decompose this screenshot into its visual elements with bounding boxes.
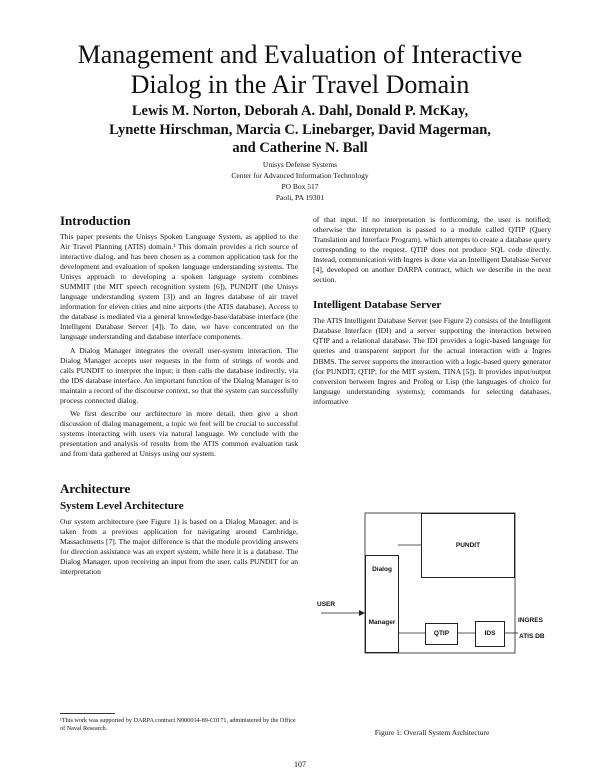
- right-column: [313, 215, 551, 410]
- affiliation: [150, 159, 450, 203]
- affil-line-1: Unisys Defense Systems: [262, 160, 338, 169]
- subsection-heading-system-level: System Level Architecture: [60, 500, 184, 513]
- intro-paragraph-1: This paper presents the Unisys Spoken Language System, as applied to the Air Travel Planning (ATIS) domain.¹ This domain provides a rich source of interactive dialog, and has been chosen as a common application task for the development and evaluation of spoken language understanding systems. The Unisys approach to developing a spoken language system combines SUMMIT (the MIT speech recognition system [6]), PUNDIT (the Unisys language understanding system [3]) and an Ingres database of air travel information for eleven cities and nine airports (the ATIS database). Access to the database is mediated via a general knowledge-base/database interface (the Intelligent Database Server [4]). To date, we have concentrated on the language understanding and database interface components.: [60, 232, 298, 342]
- affil-line-2: Center for Advanced Information Technology: [231, 171, 369, 180]
- ids-paragraph-1: The ATIS Intelligent Database Server (see Figure 2) consists of the Intelligent Database Interface (IDI) and a server supporting the interaction between QTIP and a relational database. The IDI provides a logic-based language for queries and transparent support for the actual interaction with a Ingres DBMS. The server supports the interaction with a logic-based query generator (for PUNDIT, QTIP; for the MIT system, TINA [5]). It provides input/output conversion between Ingres and Prolog or Lisp (the languages of choice for language understanding systems); commands for selecting databases, informative: [313, 316, 551, 406]
- pundit-box: [421, 513, 515, 578]
- user-label: USER: [317, 601, 336, 608]
- footnote: ¹This work was supported by DARPA contract N000014-89-C0171, administered by the Office of Naval Research.: [60, 717, 296, 732]
- right-paragraph-1: of that input. If no interpretation is forthcoming, the user is notified; otherwise the interpretation is passed to a module called QTIP (Query Translation and Interface Program), which attempts to create a database query corresponding to the request. QTIP does not produce SQL code directly. Instead, communication with Ingres is done via an Intelligent Database Server [4], developed on another DARPA contract, which we describe in the next section.: [313, 215, 551, 285]
- architecture-paragraph-1: Our system architecture (see Figure 1) is based on a Dialog Manager, and is taken from a previous application for navigating around Cambridge, Massachusetts [7]. The major difference is that the module providing answers for direction assistance was an expert system, while here it is a database. The Dialog Manager, upon receiving an input from the user, calls PUNDIT for an interpretation: [60, 517, 298, 577]
- figure-1-architecture-diagram: [313, 505, 553, 720]
- subsection-heading-ids: Intelligent Database Server: [313, 299, 442, 312]
- ids-box: [475, 621, 505, 647]
- qtip-label: QTIP: [433, 630, 450, 637]
- page-number: 107: [294, 760, 306, 769]
- author-list: [40, 102, 560, 158]
- section-heading-introduction: Introduction: [60, 213, 131, 228]
- manager-label: Manager: [368, 619, 396, 626]
- ingres-label: INGRES: [518, 617, 543, 624]
- section-heading-architecture: Architecture: [60, 481, 131, 497]
- authors-line-3: and Catherine N. Ball: [232, 140, 368, 156]
- footnote-rule: [60, 713, 115, 714]
- figure-1-caption: Figure 1: Overall System Architecture: [374, 728, 490, 737]
- dialog-manager-box: [365, 555, 399, 653]
- paper-title: [40, 40, 560, 100]
- left-column: [60, 213, 298, 580]
- authors-line-1: Lewis M. Norton, Deborah A. Dahl, Donald P. McKay,: [131, 103, 469, 119]
- authors-line-2: Lynette Hirschman, Marcia C. Linebarger, David Magerman,: [109, 121, 491, 138]
- pundit-label: PUNDIT: [455, 542, 481, 549]
- title-line-2: Dialog in the Air Travel Domain: [130, 70, 470, 99]
- affil-line-4: Paoli, PA 19301: [275, 193, 325, 202]
- qtip-box: [425, 623, 458, 645]
- intro-paragraph-3: We first describe our architecture in more detail, then give a short discussion of dialog management, a topic we feel will be crucial to successful systems interacting with users via natural language. We conclude with the presentation and analysis of results from the ATIS common evaluation task and from data gathered at Unisys using our system.: [60, 408, 298, 458]
- affil-line-3: PO Box 517: [281, 182, 319, 191]
- ids-label: IDS: [484, 630, 496, 637]
- intro-paragraph-2: A Dialog Manager integrates the overall user-system interaction. The Dialog Manager accepts user requests in the form of strings of words and calls PUNDIT to interpret the input; it then calls the database indirectly, via the IDS database interface. An important function of the Dialog Manager is to maintain a record of the discourse context, so that the system can successfully process connected dialog.: [60, 345, 298, 405]
- atis-db-label: ATIS DB: [519, 633, 545, 640]
- title-line-1: Management and Evaluation of Interactive: [77, 40, 523, 69]
- dialog-label: Dialog: [372, 566, 392, 573]
